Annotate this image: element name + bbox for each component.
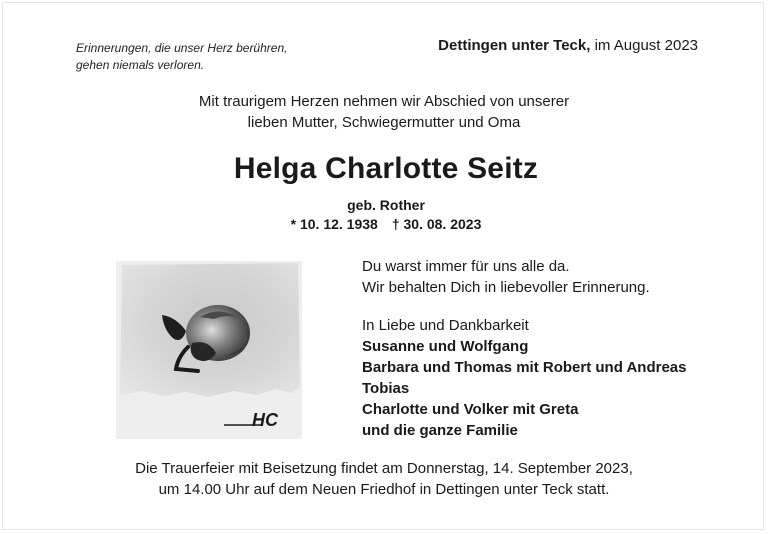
ceremony-line-1: Die Trauerfeier mit Beisetzung findet am Donnerstag, 14. September 2023, (135, 460, 633, 477)
ceremony-info (0, 458, 768, 500)
mourner-line: Tobias (362, 380, 410, 397)
intro-line-1: Mit traurigem Herzen nehmen wir Abschied von unserer (198, 93, 570, 110)
motto-line-2: gehen niemals verloren. (76, 58, 205, 72)
life-dates (0, 216, 768, 232)
mourner-line: und die ganze Familie (362, 422, 518, 439)
message-line-2: Wir behalten Dich in liebevoller Erinnerung. (362, 279, 650, 296)
death-date: † 30. 08. 2023 (391, 216, 482, 232)
intro-line-2: lieben Mutter, Schwiegermutter und Oma (247, 114, 521, 131)
flower-artwork (116, 261, 302, 439)
date: im August 2023 (594, 37, 698, 54)
ceremony-line-2: um 14.00 Uhr auf dem Neuen Friedhof in Dettingen unter Teck statt. (158, 481, 610, 498)
mourner-line: Barbara und Thomas mit Robert und Andreas (362, 359, 687, 376)
mourners-intro: In Liebe und Dankbarkeit (362, 317, 529, 334)
birth-date: * 10. 12. 1938 (290, 216, 378, 232)
motto-quote (76, 40, 336, 74)
message-line-1: Du warst immer für uns alle da. (362, 258, 570, 275)
birth-name: geb. Rother (347, 197, 425, 213)
deceased-name: Helga Charlotte Seitz (233, 152, 539, 185)
place: Dettingen unter Teck, (438, 37, 591, 54)
place-and-date (438, 37, 698, 54)
artist-signature: HC (252, 410, 278, 430)
motto-line-1: Erinnerungen, die unser Herz berühren, (76, 41, 288, 55)
remembrance-message (362, 256, 742, 298)
intro-text (0, 91, 768, 133)
mourner-line: Susanne und Wolfgang (362, 338, 529, 355)
mourners-list (362, 315, 742, 441)
mourner-line: Charlotte und Volker mit Greta (362, 401, 579, 418)
